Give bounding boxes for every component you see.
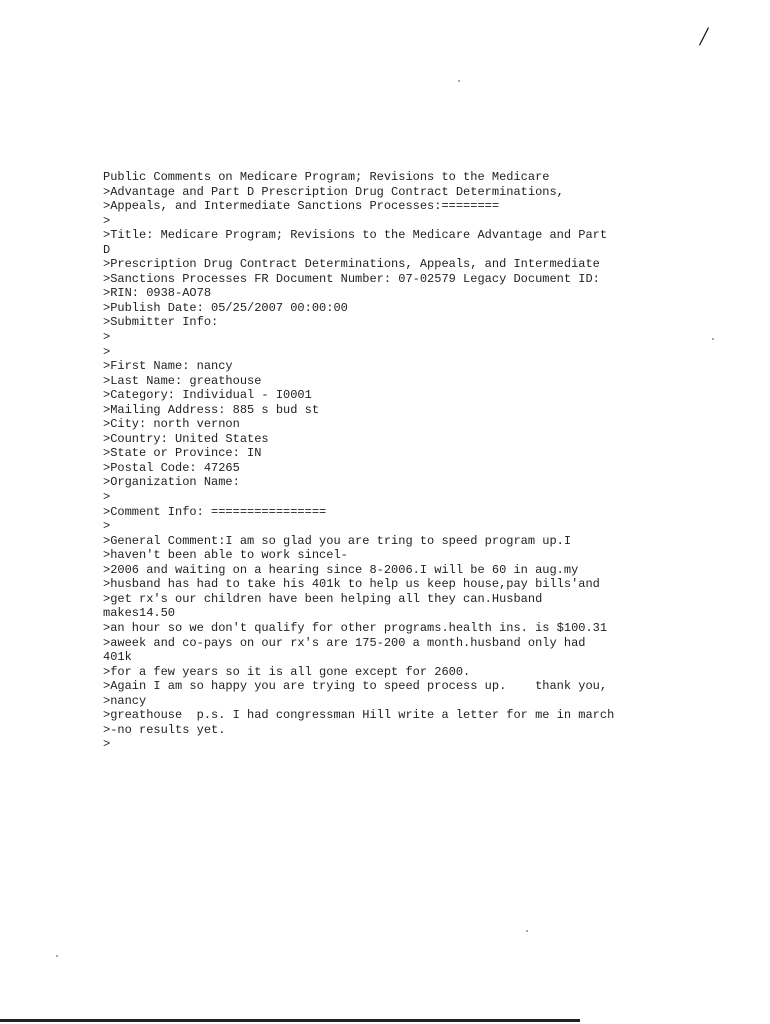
document-line: >Appeals, and Intermediate Sanctions Processes:======== [103,199,500,214]
document-line: >General Comment:I am so glad you are tring to speed program up.I [103,533,572,548]
document-line: >greathouse p.s. I had congressman Hill write a letter for me in march [103,708,615,723]
document-line: >City: north vernon [103,417,240,432]
document-line: > [103,330,111,345]
document-line: >husband has had to take his 401k to help us keep house,pay bills'and [103,577,600,592]
document-line: >Postal Code: 47265 [103,460,240,475]
document-line: >Last Name: greathouse [103,373,262,388]
document-line: >-no results yet. [103,722,226,737]
document-line: >First Name: nancy [103,359,233,374]
document-line: >RIN: 0938-AO78 [103,286,212,301]
document-line: >Comment Info: ================ [103,504,327,519]
document-line: >Submitter Info: [103,315,219,330]
document-line: makes14.50 [103,606,176,621]
document-line: >Again I am so happy you are trying to speed process up. thank you, [103,679,608,694]
document-line: >aweek and co-pays on our rx's are 175-200 a month.husband only had [103,635,586,650]
scan-speck [458,80,460,82]
document-line: D [103,242,111,257]
document-line: >Category: Individual - I0001 [103,388,312,403]
document-line: >nancy [103,693,147,708]
document-line: >Organization Name: [103,475,240,490]
document-line: >an hour so we don't qualify for other programs.health ins. is $100.31 [103,620,608,635]
document-line: >Mailing Address: 885 s bud st [103,402,320,417]
document-line: >Publish Date: 05/25/2007 00:00:00 [103,300,348,315]
document-line: 401k [103,650,132,665]
document-line: > [103,213,111,228]
document-line: >for a few years so it is all gone except for 2600. [103,664,471,679]
handwritten-page-mark: / [700,22,708,51]
document-line: >2006 and waiting on a hearing since 8-2006.I will be 60 in aug.my [103,562,579,577]
document-line: >get rx's our children have been helping all they can.Husband [103,591,543,606]
document-line: > [103,519,111,534]
document-line: > [103,490,111,505]
document-line: >Title: Medicare Program; Revisions to the Medicare Advantage and Part [103,228,608,243]
comment-text-block [103,170,703,752]
scan-speck [526,930,528,932]
document-line: >State or Province: IN [103,446,262,461]
document-line: > [103,737,111,752]
document-line: > [103,344,111,359]
scan-speck [712,338,714,340]
scan-bottom-edge [0,1019,580,1022]
document-line: >Sanctions Processes FR Document Number: 07-02579 Legacy Document ID: [103,271,600,286]
scan-speck [56,955,58,957]
document-line: >Country: United States [103,431,269,446]
document-line: Public Comments on Medicare Program; Revisions to the Medicare [103,170,550,184]
document-line: >Prescription Drug Contract Determinations, Appeals, and Intermediate [103,257,600,272]
document-line: >haven't been able to work sincel- [103,548,348,563]
document-line: >Advantage and Part D Prescription Drug Contract Determinations, [103,184,564,199]
